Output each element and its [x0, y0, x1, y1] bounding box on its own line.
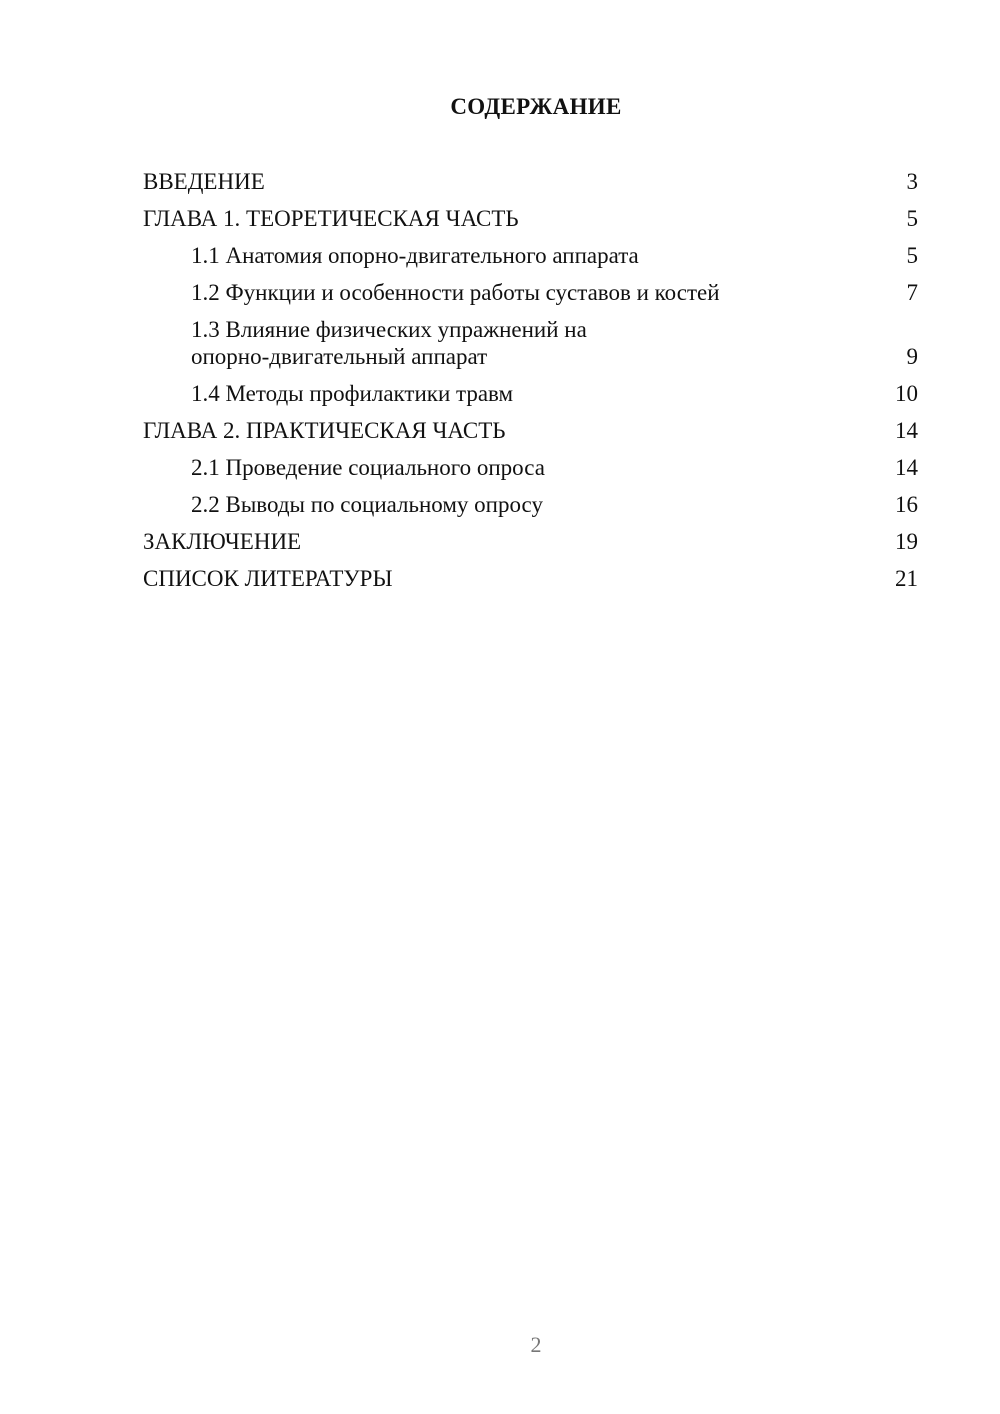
toc-entry-page: 3 — [906, 169, 918, 194]
toc-entry-label — [191, 316, 918, 370]
toc-entry-references[interactable] — [143, 565, 918, 592]
toc-entry-label: ГЛАВА 1. ТЕОРЕТИЧЕСКАЯ ЧАСТЬ — [143, 206, 519, 231]
toc-entry-section-1-4[interactable] — [143, 380, 918, 407]
page-title: СОДЕРЖАНИЕ — [450, 94, 622, 119]
toc-entry-section-2-1[interactable] — [143, 454, 918, 481]
toc-entry-label-line: опорно-двигательный аппарат — [191, 344, 488, 369]
toc-entry-chapter-2[interactable] — [143, 417, 918, 444]
toc-entry-page: 19 — [895, 529, 918, 554]
toc-entry-label: СПИСОК ЛИТЕРАТУРЫ — [143, 566, 393, 591]
toc-entry-introduction[interactable] — [143, 168, 918, 195]
toc-entry-page: 9 — [906, 344, 918, 369]
toc-entry-page: 10 — [895, 381, 918, 406]
toc-entry-page: 14 — [895, 455, 918, 480]
toc-entry-section-1-2[interactable] — [143, 279, 918, 306]
toc-entry-label: 1.2 Функции и особенности работы суставов и костей — [191, 280, 720, 305]
page-number: 2 — [530, 1332, 542, 1357]
toc-entry-label: 2.1 Проведение социального опроса — [191, 455, 545, 480]
toc-entry-section-2-2[interactable] — [143, 491, 918, 518]
toc-entry-section-1-1[interactable] — [143, 242, 918, 269]
toc-entry-page: 5 — [906, 206, 918, 231]
toc-entry-page: 14 — [895, 418, 918, 443]
toc-entry-label: ЗАКЛЮЧЕНИЕ — [143, 529, 302, 554]
toc-entry-page: 21 — [895, 566, 918, 591]
toc-entry-conclusion[interactable] — [143, 528, 918, 555]
toc-entry-page: 5 — [906, 243, 918, 268]
toc-entry-page: 7 — [906, 280, 918, 305]
toc-entry-label: ВВЕДЕНИЕ — [143, 169, 265, 194]
toc-entry-chapter-1[interactable] — [143, 205, 918, 232]
toc-entry-page: 16 — [895, 492, 918, 517]
toc-entry-label: 1.1 Анатомия опорно-двигательного аппарата — [191, 243, 639, 268]
toc-entry-label: ГЛАВА 2. ПРАКТИЧЕСКАЯ ЧАСТЬ — [143, 418, 506, 443]
toc-entry-label-line: 1.3 Влияние физических упражнений на — [191, 317, 587, 342]
toc-entry-section-1-3[interactable] — [143, 316, 918, 370]
toc-entry-label: 2.2 Выводы по социальному опросу — [191, 492, 543, 517]
toc-entry-label: 1.4 Методы профилактики травм — [191, 381, 514, 406]
table-of-contents — [143, 168, 918, 602]
